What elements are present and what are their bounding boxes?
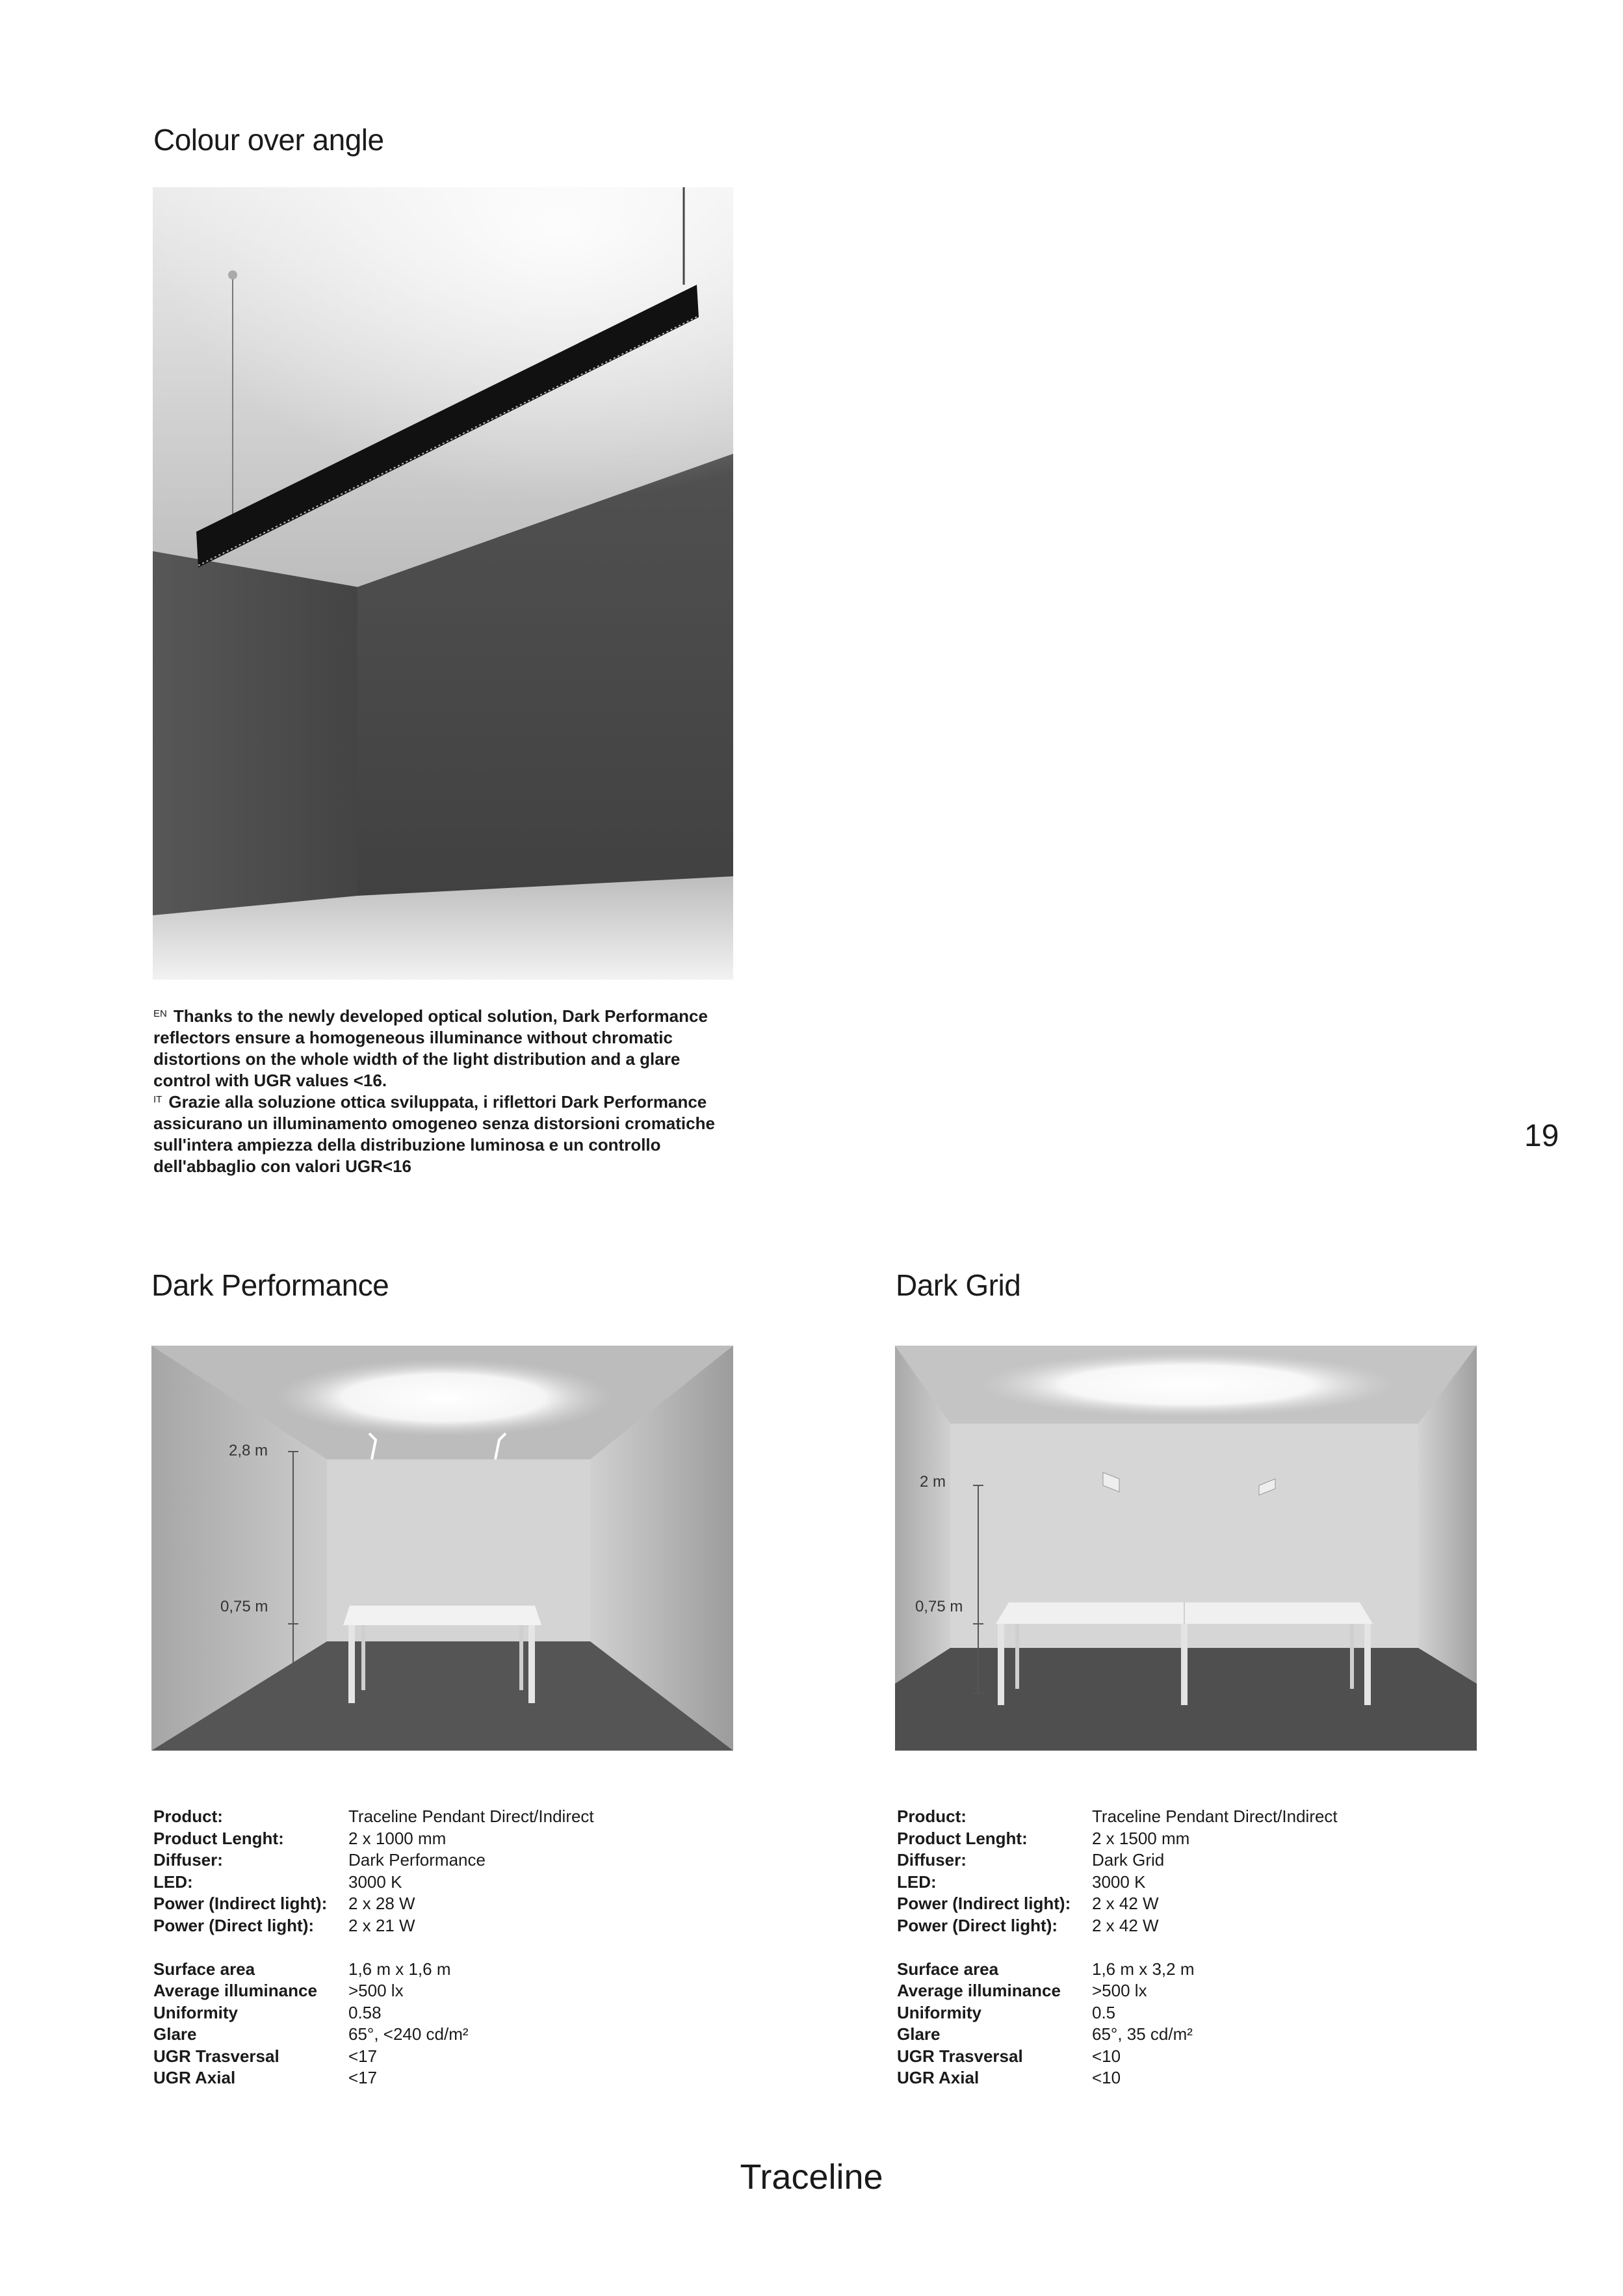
spec-value: 2 x 1000 mm xyxy=(348,1828,447,1848)
metric-value: <17 xyxy=(348,2068,378,2087)
metric-value: <10 xyxy=(1092,2068,1121,2087)
spec-label: Power (Direct light): xyxy=(153,1915,315,1935)
dark-grid-room-image xyxy=(895,1346,1477,1751)
spec-value: 2 x 28 W xyxy=(348,1894,415,1913)
metric-value: <10 xyxy=(1092,2046,1121,2066)
metric-label: Uniformity xyxy=(153,2002,238,2022)
spec-label: Product Lenght: xyxy=(897,1828,1028,1848)
metric-label: UGR Trasversal xyxy=(153,2046,279,2066)
spec-value: 2 x 21 W xyxy=(348,1915,415,1935)
spec-label: LED: xyxy=(153,1872,193,1892)
en-line: Thanks to the newly developed optical solution, Dark Performance xyxy=(173,1006,708,1026)
metric-label: Glare xyxy=(897,2024,941,2044)
spec-value: 3000 K xyxy=(348,1872,402,1892)
dark-grid-specs xyxy=(897,1806,1338,2089)
description-en xyxy=(153,1006,738,1091)
metric-value: 0.58 xyxy=(348,2002,382,2022)
spec-value: Dark Grid xyxy=(1092,1850,1165,1870)
spec-value: Traceline Pendant Direct/Indirect xyxy=(1092,1807,1338,1826)
spec-label: LED: xyxy=(897,1872,937,1892)
spec-value: 2 x 42 W xyxy=(1092,1915,1159,1935)
spec-value: Traceline Pendant Direct/Indirect xyxy=(348,1807,594,1826)
dp-ceiling-height-label: 2,8 m xyxy=(229,1442,268,1459)
dg-ceiling-height-label: 2 m xyxy=(920,1473,946,1491)
metric-value: 1,6 m x 3,2 m xyxy=(1092,1959,1195,1979)
metric-label: UGR Axial xyxy=(897,2068,980,2087)
en-line: control with UGR values <16. xyxy=(153,1071,387,1090)
spec-label: Power (Direct light): xyxy=(897,1915,1058,1935)
dark-grid-title: Dark Grid xyxy=(896,1268,1021,1302)
dg-table-height-label: 0,75 m xyxy=(915,1598,963,1615)
spec-label: Product: xyxy=(897,1807,967,1826)
metric-label: Surface area xyxy=(153,1959,255,1979)
spec-value: 3000 K xyxy=(1092,1872,1146,1892)
pendant-render-image xyxy=(153,187,733,980)
colour-section-title: Colour over angle xyxy=(153,123,384,157)
spec-value: Dark Performance xyxy=(348,1850,486,1870)
metric-label: Glare xyxy=(153,2024,197,2044)
en-line: distortions on the whole width of the light distribution and a glare xyxy=(153,1049,681,1069)
spec-value: 2 x 1500 mm xyxy=(1092,1828,1190,1848)
spec-label: Diffuser: xyxy=(897,1850,967,1870)
dark-performance-specs xyxy=(153,1806,594,2089)
it-line: Grazie alla soluzione ottica sviluppata, i riflettori Dark Performance xyxy=(168,1092,707,1112)
dark-performance-room-image xyxy=(151,1346,733,1751)
page-number: 19 xyxy=(1524,1119,1559,1153)
spec-label: Product: xyxy=(153,1807,223,1826)
lang-tag-en: EN xyxy=(153,1008,167,1019)
metric-value: >500 lx xyxy=(348,1981,404,2000)
metric-label: Average illuminance xyxy=(153,1981,317,2000)
metric-value: 1,6 m x 1,6 m xyxy=(348,1959,451,1979)
metric-value: 65°, 35 cd/m² xyxy=(1092,2024,1193,2044)
dp-table-height-label: 0,75 m xyxy=(220,1598,268,1615)
metric-value: <17 xyxy=(348,2046,378,2066)
metric-label: UGR Axial xyxy=(153,2068,236,2087)
description-it xyxy=(153,1091,738,1177)
spec-label: Power (Indirect light): xyxy=(897,1894,1071,1913)
it-line: assicurano un illuminamento omogeneo senza distorsioni cromatiche xyxy=(153,1114,715,1133)
metric-value: 65°, <240 cd/m² xyxy=(348,2024,469,2044)
en-line: reflectors ensure a homogeneous illuminance without chromatic xyxy=(153,1028,673,1047)
metric-label: UGR Trasversal xyxy=(897,2046,1023,2066)
spec-label: Product Lenght: xyxy=(153,1828,284,1848)
metric-label: Average illuminance xyxy=(897,1981,1061,2000)
footer-title: Traceline xyxy=(740,2158,883,2197)
spec-label: Power (Indirect light): xyxy=(153,1894,328,1913)
it-line: dell'abbaglio con valori UGR<16 xyxy=(153,1156,412,1176)
metric-label: Surface area xyxy=(897,1959,999,1979)
spec-label: Diffuser: xyxy=(153,1850,223,1870)
metric-value: 0.5 xyxy=(1092,2002,1116,2022)
spec-value: 2 x 42 W xyxy=(1092,1894,1159,1913)
metric-value: >500 lx xyxy=(1092,1981,1147,2000)
dark-performance-title: Dark Performance xyxy=(151,1268,389,1302)
lang-tag-it: IT xyxy=(153,1094,162,1105)
it-line: sull'intera ampiezza della distribuzione luminosa e un controllo xyxy=(153,1135,661,1155)
metric-label: Uniformity xyxy=(897,2002,981,2022)
